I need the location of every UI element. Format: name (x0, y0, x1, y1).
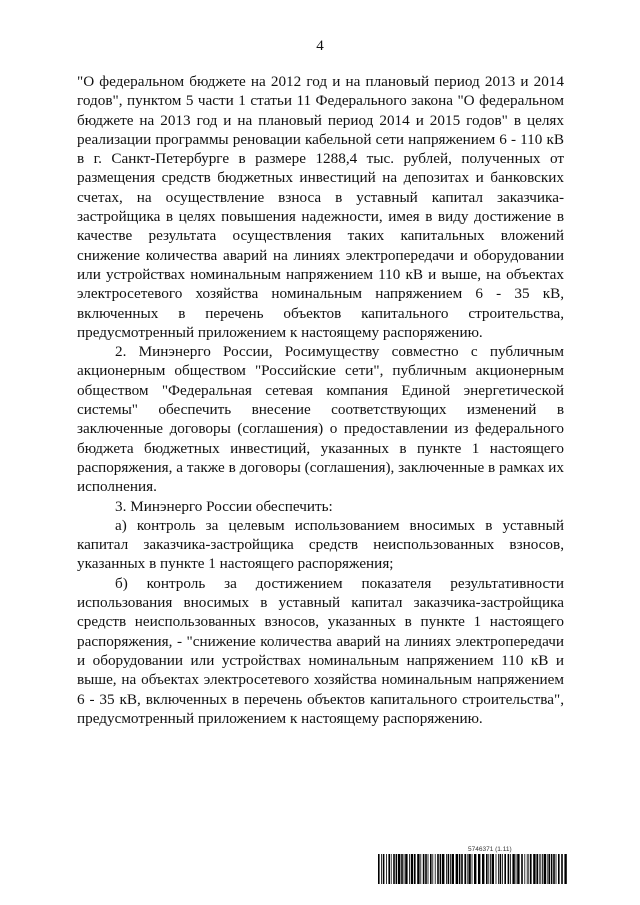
barcode-bar (388, 854, 390, 884)
barcode-bar (420, 854, 421, 884)
barcode-bar (404, 854, 405, 884)
paragraph-2: 2. Минэнерго России, Росимуществу совместно с публичным акционерным обществом "Российские сети", публичным акционерным обществом "Федеральная сетевая компания Единой энергетической системы" обеспечить внесение соответствующих изменений в заключенные договоры (соглашения) о предоставлении из федерального бюджета бюджетных инвестиций, указанных в пункте 1 настоящего распоряжения, а также в договоры (соглашения), заключенные в рамках их исполнения. (77, 343, 564, 496)
barcode-bar (450, 854, 451, 884)
barcode-bar (478, 854, 480, 884)
barcode-bar (561, 854, 563, 884)
barcode-bar (396, 854, 398, 884)
barcode-bar (542, 854, 543, 884)
barcode-bar (417, 854, 419, 884)
barcode-bar (437, 854, 439, 884)
barcode-bar (472, 854, 473, 884)
barcode-bar (432, 854, 433, 884)
barcode-bar (498, 854, 499, 884)
barcode-bar (508, 854, 510, 884)
barcode-bar (464, 854, 466, 884)
barcode-bar (468, 854, 470, 884)
barcode-bar (411, 854, 413, 884)
barcode-bar (405, 854, 407, 884)
barcode-bar (556, 854, 557, 884)
barcode-bar (430, 854, 432, 884)
barcode-bar (548, 854, 550, 884)
barcode-bar (510, 854, 511, 884)
barcode-bar (461, 854, 463, 884)
barcode-bar (409, 854, 410, 884)
paragraph-3a: а) контроль за целевым использованием вносимых в уставный капитал заказчика-застройщика средств неиспользованных взносов, указанных в пункте 1 настоящего распоряжения; (77, 516, 564, 573)
barcode-bar (488, 854, 489, 884)
barcode-bar (386, 854, 387, 884)
barcode-bar (516, 854, 517, 884)
barcode-bar (459, 854, 461, 884)
barcode-bar (456, 854, 458, 884)
barcode-bar (442, 854, 444, 884)
barcode-bar (490, 854, 491, 884)
barcode-bar (502, 854, 503, 884)
barcode-bar (524, 854, 525, 884)
barcode-bar (527, 854, 528, 884)
paragraph-1-continuation: "О федеральном бюджете на 2012 год и на плановый период 2013 и 2014 годов", пунктом 5 части 1 статьи 11 Федерального закона "О федеральном бюджете на 2013 год и на плановый период 2014 и 2015 годов" в целях реализации программы реновации кабельной сети напряжением 6 - 110 кВ в г. Санкт-Петербурге в размере 1288,4 тыс. рублей, полученных от размещения средств бюджетных инвестиций на депозитах и банковских счетах, на осуществление взноса в уставный капитал заказчика-застройщика в целях повышения надежности, имея в виду достижение в качестве результата осуществления таких капитальных вложений снижение количества аварий на линиях электропередачи и оборудовании или устройствах номинальным напряжением 110 кВ и выше, на объектах электросетевого хозяйства номинальным напряжением 6 - 35 кВ, включенных в перечень объектов капитального строительства, предусмотренный приложением к настоящему распоряжению. (77, 73, 564, 341)
barcode-bar (425, 854, 427, 884)
barcode-bar (398, 854, 400, 884)
barcode-bar (547, 854, 548, 884)
barcode-bar (517, 854, 519, 884)
barcode-bar (492, 854, 494, 884)
barcode-bar (482, 854, 484, 884)
barcode-bar (448, 854, 450, 884)
barcode-bar (558, 854, 560, 884)
barcode-bar (500, 854, 502, 884)
barcode-bar (391, 854, 392, 884)
paragraph-3: 3. Минэнерго России обеспечить: (115, 497, 333, 515)
barcode-bar (467, 854, 468, 884)
barcode-bar (414, 854, 416, 884)
barcode-bar (553, 854, 555, 884)
document-body (77, 72, 564, 728)
barcode-bar (528, 854, 529, 884)
barcode-bar (564, 854, 566, 884)
barcode-bar (539, 854, 540, 884)
barcode-bar (521, 854, 523, 884)
barcode-bar (474, 854, 476, 884)
barcode-bar (544, 854, 546, 884)
barcode-bar (401, 854, 403, 884)
barcode-caption: 5746371 (1.11) (468, 846, 512, 853)
barcode-bar (428, 854, 429, 884)
barcode-bar (452, 854, 454, 884)
barcode-bar (440, 854, 442, 884)
barcode-bar (423, 854, 425, 884)
barcode-bar (530, 854, 532, 884)
barcode-bar (446, 854, 447, 884)
barcode-bar (551, 854, 553, 884)
barcode-block (378, 846, 568, 884)
page-number: 4 (316, 38, 324, 54)
paragraph-3b: б) контроль за достижением показателя результативности использования вносимых в уставный капитал заказчика-застройщика средств неиспользованных взносов, указанных в пункте 1 настоящего распоряжения, - "снижение количества аварий на линиях электропередачи и оборудовании или устройствах номинальным напряжением 110 кВ и выше, на объектах электросетевого хозяйства номинальным напряжением 6 - 35 кВ, включенных в перечень объектов капитального строительства", предусмотренный приложением к настоящему распоряжению. (77, 574, 564, 727)
barcode-image (378, 854, 568, 884)
barcode-bar (378, 854, 380, 884)
barcode-bar (536, 854, 538, 884)
barcode-bar (496, 854, 497, 884)
barcode-bar (381, 854, 382, 884)
barcode-bar (435, 854, 436, 884)
barcode-bar (504, 854, 506, 884)
barcode-bar (512, 854, 514, 884)
barcode-bar (486, 854, 488, 884)
barcode-bar (533, 854, 535, 884)
barcode-bar (383, 854, 385, 884)
barcode-bar (540, 854, 541, 884)
barcode-bar (393, 854, 395, 884)
